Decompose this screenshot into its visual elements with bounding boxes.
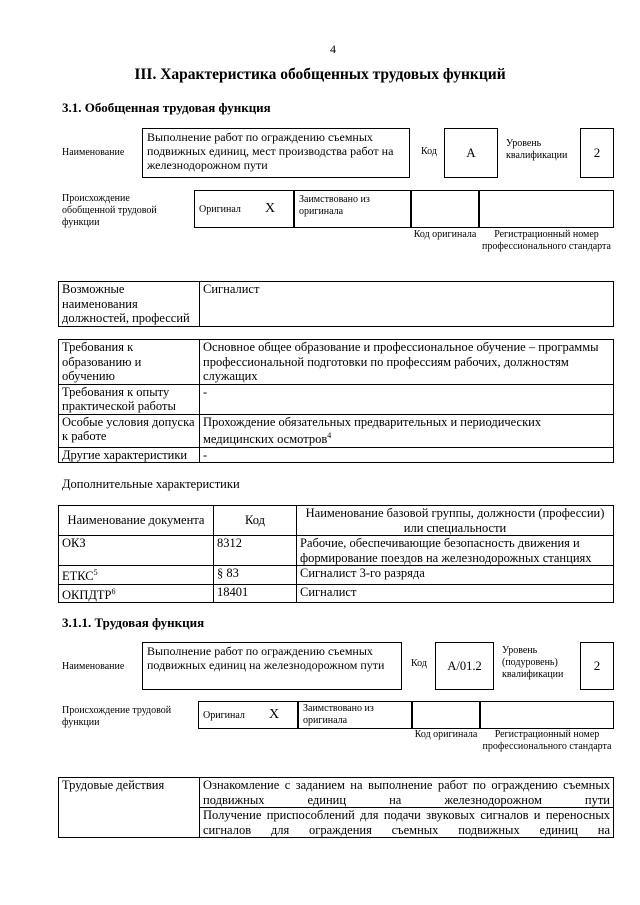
req-education-value: Основное общее образование и профессиональное обучение – программы профессиональной подготовки по профессиям рабочих, должностям служащих [200, 340, 614, 385]
additional-header-code: Код [214, 506, 297, 536]
req-conditions-footnote: 4 [327, 431, 332, 440]
tf-origin-label: Происхождение трудовой функции [62, 705, 172, 728]
positions-table [58, 281, 614, 327]
additional-name: Сигналист 3-го разряда [297, 566, 614, 585]
tf-code-value: A/01.2 [435, 642, 494, 690]
tf-original-label: Оригинал [203, 710, 245, 721]
req-conditions-label: Особые условия допуска к работе [59, 414, 200, 447]
req-experience-value: - [200, 384, 614, 414]
additional-code: § 83 [214, 566, 297, 585]
additional-doc: ОКПДТР$^6$ [59, 584, 214, 603]
additional-name: Рабочие, обеспечивающие безопасность движения и формирование поездов на железнодорожных станциях [297, 536, 614, 566]
additional-heading: Дополнительные характеристики [62, 477, 240, 491]
tf-level-label: Уровень (подуровень) квалификации [502, 645, 564, 680]
gtf-reg-number-cell [479, 190, 614, 228]
tf-reg-number-cell [480, 701, 614, 729]
additional-doc: ЕТКС$^5$ [59, 566, 214, 585]
additional-doc: ОКЗ [59, 536, 214, 566]
page-number: 4 [330, 42, 336, 56]
footnote-ref: 5 [93, 568, 98, 577]
positions-label: Возможные наименования должностей, профессий [59, 282, 200, 327]
req-education-label: Требования к образованию и обучению [59, 340, 200, 385]
req-other-value: - [200, 447, 614, 463]
gtf-original-label: Оригинал [199, 204, 241, 215]
gtf-heading: 3.1. Обобщенная трудовая функция [62, 100, 271, 115]
additional-table [58, 505, 614, 603]
tf-original-cell [198, 701, 298, 729]
gtf-code-original-cell [411, 190, 479, 228]
actions-item: Получение приспособлений для подачи звуковых сигналов и переносных сигналов для ограждения съемных подвижных единиц на [200, 808, 614, 838]
table-row [59, 566, 614, 585]
gtf-original-cell [194, 190, 294, 228]
tf-name-label: Наименование [62, 661, 125, 672]
req-conditions-cell [200, 414, 614, 447]
table-row [59, 536, 614, 566]
gtf-name-label: Наименование [62, 147, 125, 158]
gtf-code-label: Код [421, 146, 437, 157]
table-row [59, 584, 614, 603]
additional-code: 18401 [214, 584, 297, 603]
gtf-level-label: Уровень квалификации [506, 138, 568, 161]
gtf-code-value: A [444, 128, 498, 178]
gtf-level-value: 2 [580, 128, 614, 178]
positions-value: Сигналист [200, 282, 614, 327]
tf-original-mark: X [269, 707, 280, 722]
additional-header-name: Наименование базовой группы, должности (профессии) или специальности [297, 506, 614, 536]
gtf-origin-label: Происхождение обобщенной трудовой функции [62, 193, 157, 228]
req-experience-label: Требования к опыту практической работы [59, 384, 200, 414]
additional-code: 8312 [214, 536, 297, 566]
actions-label: Трудовые действия [59, 778, 200, 838]
tf-heading: 3.1.1. Трудовая функция [62, 615, 205, 630]
gtf-borrowed-cell: Заимствовано из оригинала [294, 190, 411, 228]
tf-borrowed-cell: Заимствовано из оригинала [298, 701, 412, 729]
additional-name: Сигналист [297, 584, 614, 603]
req-conditions-value: Прохождение обязательных предварительных и периодических медицинских осмотров [203, 414, 542, 447]
section-title: III. Характеристика обобщенных трудовых функций [134, 66, 506, 83]
requirements-table [58, 339, 614, 463]
tf-level-value: 2 [580, 642, 614, 690]
gtf-name-value: Выполнение работ по ограждению съемных подвижных единиц, мест производства работ на железнодорожном пути [142, 128, 410, 178]
tf-name-value: Выполнение работ по ограждению съемных подвижных единиц на железнодорожном пути [142, 642, 402, 690]
tf-code-original-label: Код оригинала [414, 729, 478, 740]
actions-item: Ознакомление с заданием на выполнение работ по ограждению съемных подвижных единиц на железнодорожном пути [200, 778, 614, 808]
actions-table [58, 777, 614, 838]
tf-reg-number-label: Регистрационный номер профессионального стандарта [482, 729, 612, 752]
tf-code-label: Код [411, 658, 427, 669]
gtf-code-original-label: Код оригинала [413, 229, 477, 240]
req-other-label: Другие характеристики [59, 447, 200, 463]
additional-header-doc: Наименование документа [59, 506, 214, 536]
gtf-reg-number-label: Регистрационный номер профессионального стандарта [482, 229, 611, 252]
footnote-ref: 6 [111, 586, 116, 596]
gtf-original-mark: X [265, 201, 276, 216]
tf-code-original-cell [412, 701, 480, 729]
